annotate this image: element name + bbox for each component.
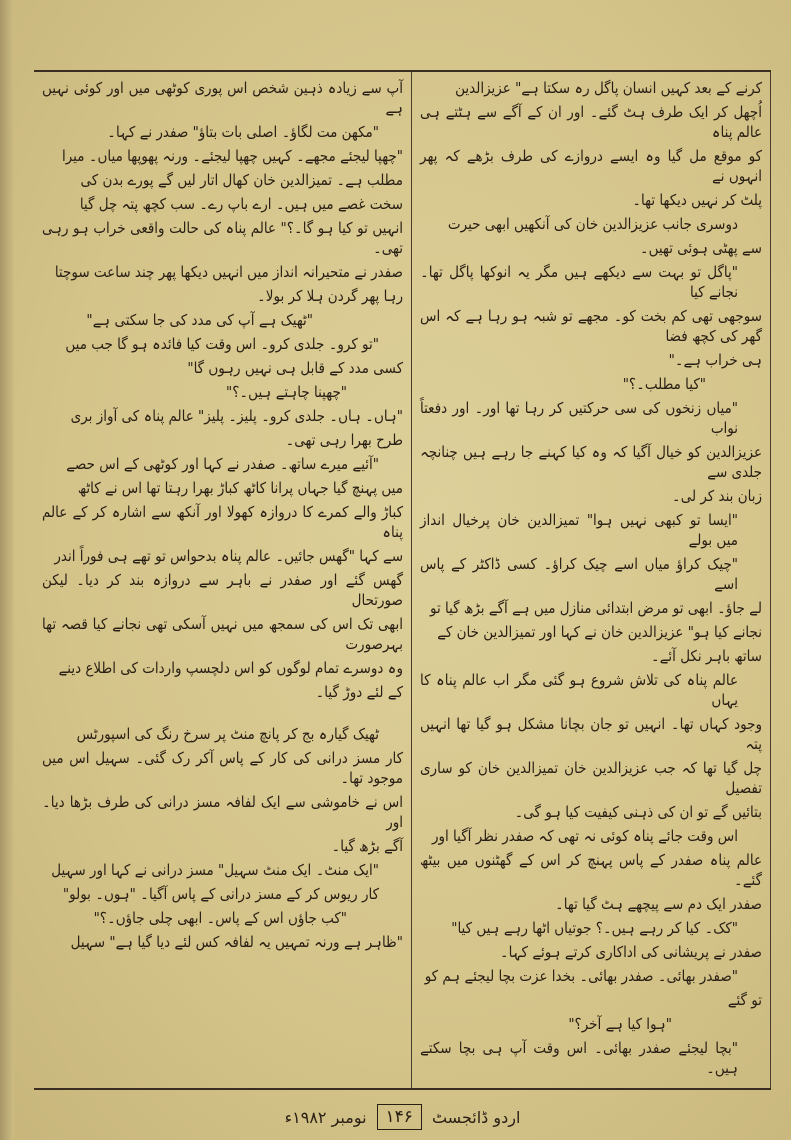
text-line: ٹھیک گیارہ بج کر پانچ منٹ پر سرخ رنگ کی اسپورٹس xyxy=(76,725,379,743)
text-line: سے پھٹی ہوئی تھیں۔ xyxy=(639,239,762,257)
text-line: کے لئے دوڑ گیا۔ xyxy=(315,683,403,701)
text-line: کرنے کے بعد کہیں انسان پاگل رہ سکتا ہے" عزیزالدین xyxy=(455,79,762,97)
text-line: زبان بند کر لی۔ xyxy=(671,487,762,505)
text-line: عزیزالدین کو خیال آگیا کہ وہ کیا کہنے جا رہے ہیں چنانچہ جلدی سے xyxy=(420,443,762,481)
text-line: "میاں زنخوں کی سی حرکتیں کر رہا تھا اور۔ اور دفعتاً نواب xyxy=(420,399,738,437)
text-line: "ایسا تو کبھی نہیں ہوا" تمیزالدین خان پرخیال انداز میں بولے xyxy=(420,511,738,549)
text-line: "تو کرو۔ جلدی کرو۔ اس وقت کیا فائدہ ہو گا جب میں xyxy=(65,335,379,353)
text-line: "ہاں۔ ہاں۔ جلدی کرو۔ پلیز۔ پلیز" عالم پناہ کی آواز بری xyxy=(70,407,403,425)
text-line: آپ سے زیادہ ذہین شخص اس پوری کوٹھی میں اور کوئی نہیں ہے xyxy=(42,79,403,117)
text-frame xyxy=(34,70,771,1090)
text-line: وہ دوسرے تمام لوگوں کو اس دلچسپ واردات کی اطلاع دینے xyxy=(58,659,403,677)
text-line: کار ریوس کر کے مسز درانی کے پاس آگیا۔ "ہوں۔ بولو" xyxy=(62,885,379,903)
magazine-name: اردو ڈائجسٹ xyxy=(431,1107,521,1127)
issue-date: نومبر ۱۹۸۲ء xyxy=(284,1107,367,1127)
text-line: صفدر نے متحیرانہ انداز میں انہیں دیکھا پھر چند ساعت سوچتا xyxy=(54,263,403,281)
text-line: تو گئے xyxy=(727,991,762,1009)
text-line: "پاگل تو بہت سے دیکھے ہیں مگر یہ انوکھا پاگل تھا۔ نجانے کیا xyxy=(420,263,738,301)
text-line: "چیک کراؤ میاں اسے چیک کراؤ۔ کسی ڈاکٹر کے پاس اسے xyxy=(420,555,738,593)
text-line: "صفدر بھائی۔ صفدر بھائی۔ بخدا عزت بچا لیجئے ہم کو xyxy=(424,967,738,985)
text-line: کباڑ والے کمرے کا دروازہ کھولا اور آنکھ سے اشارہ کر کے عالم پناہ xyxy=(42,503,403,541)
text-line: وجود کہاں تھا۔ انہیں تو جان بچانا مشکل ہو گیا تھا انہیں پتہ xyxy=(420,715,762,753)
text-line: اس وقت جائے پناہ کوئی نہ تھی کہ صفدر نظر آگیا اور xyxy=(431,827,738,845)
text-line: نجانے کیا ہو" عزیزالدین خان نے کہا اور تمیزالدین خان کے xyxy=(437,623,762,641)
text-line: ہی خراب ہے۔" xyxy=(668,351,762,369)
left-text-column xyxy=(34,72,411,1088)
text-line: "کب جاؤں اس کے پاس۔ ابھی چلی جاؤں۔؟" xyxy=(93,909,347,927)
text-line: رہا پھر گردن ہلا کر بولا۔ xyxy=(257,287,403,305)
text-line: مطلب ہے۔ تمیزالدین خان کھال اتار لیں گے پورے بدن کی xyxy=(80,171,403,189)
text-line: کو موقع مل گیا وہ ایسے دروازے کی طرف بڑھے کہ پھر انہوں نے xyxy=(420,147,762,185)
right-text-column xyxy=(411,72,771,1088)
text-line: اس نے خاموشی سے ایک لفافہ مسز درانی کی طرف بڑھا دیا۔ اور xyxy=(42,793,403,831)
text-line: آگے بڑھ گیا۔ xyxy=(331,837,403,855)
text-line: "کیا مطلب۔؟" xyxy=(622,375,706,393)
text-line: عالم پناہ کی تلاش شروع ہو گئی مگر اب عالم پناہ کا یہاں xyxy=(420,671,738,709)
text-line: چل گیا تھا کہ جب عزیزالدین خان تمیزالدین خان کو ساری تفصیل xyxy=(420,759,762,797)
text-line: لے جاؤ۔ ابھی تو مرض ابتدائی منازل میں ہے آگے بڑھ گیا تو xyxy=(429,599,762,617)
text-line: بتائیں گے تو ان کی ذہنی کیفیت کیا ہو گی۔ xyxy=(514,803,762,821)
text-line: "ہوا کیا ہے آخر؟" xyxy=(568,1015,672,1033)
page-edge-shadow xyxy=(0,0,14,1140)
text-line: ساتھ باہر نکل آئے۔ xyxy=(650,647,762,665)
text-line: کار مسز درانی کی کار کے پاس آکر رک گئی۔ سہیل اس میں موجود تھا۔ xyxy=(42,749,403,787)
text-line: "ایک منٹ۔ ایک منٹ سہیل" مسز درانی نے کہا اور سہیل xyxy=(51,861,379,879)
text-line: "چھپنا چاہتے ہیں۔؟" xyxy=(226,383,347,401)
text-line: ابھی تک اس کی سمجھ میں نہیں آسکی تھی نجانے کیا قصہ تھا بہرصورت xyxy=(42,615,403,653)
text-line: کسی مدد کے قابل ہی نہیں رہوں گا" xyxy=(187,359,403,377)
text-line: "آئیے میرے ساتھ۔ صفدر نے کہا اور کوٹھی کے اس حصے xyxy=(66,455,379,473)
text-line: طرح بھرا رہی تھی۔ xyxy=(285,431,403,449)
text-line: اُچھل کر ایک طرف ہٹ گئے۔ اور ان کے آگے سے ہٹتے ہی عالم پناہ xyxy=(420,103,762,141)
page-number: ۱۴۶ xyxy=(377,1104,422,1130)
text-line: "چھپا لیجئے مجھے۔ کہیں چھپا لیجئے۔ ورنہ پھوپھا میاں۔ میرا xyxy=(61,147,403,165)
page-footer xyxy=(34,1104,771,1130)
text-line: دوسری جانب عزیزالدین خان کی آنکھیں ابھی حیرت xyxy=(447,215,738,233)
text-line: "بچا لیجئے صفدر بھائی۔ اس وقت آپ ہی بچا سکتے ہیں۔ xyxy=(420,1039,738,1077)
text-line: "ٹھیک ہے آپ کی مدد کی جا سکتی ہے" xyxy=(86,311,313,329)
text-line: گھس گئے اور صفدر نے باہر سے دروازہ بند کر دیا۔ لیکن صورتحال xyxy=(42,571,403,609)
text-line: سوجھی تھی کم بخت کو۔ مجھے تو شبہ ہو رہا ہے کہ اس گھر کی کچھ فضا xyxy=(420,307,762,345)
text-line: "کک۔ کیا کر رہے ہیں۔؟ جوتیاں اٹھا رہے ہیں کیا" xyxy=(451,919,738,937)
section-break xyxy=(42,706,403,724)
text-line: "مکھن مت لگاؤ۔ اصلی بات بتاؤ" صفدر نے کہا۔ xyxy=(107,123,379,141)
text-line: صفدر نے پریشانی کی اداکاری کرتے ہوئے کہا۔ xyxy=(499,943,762,961)
text-line: "ظاہر ہے ورنہ تمہیں یہ لفافہ کس لئے دیا گیا ہے" سہیل xyxy=(70,933,403,951)
text-line: انہیں تو کیا ہو گا۔؟" عالم پناہ کی حالت واقعی خراب ہو رہی تھی۔ xyxy=(42,219,403,257)
text-line: سخت غصے میں ہیں۔ ارے باپ رے۔ سب کچھ پتہ چل گیا xyxy=(79,195,403,213)
text-line: صفدر ایک دم سے پیچھے ہٹ گیا تھا۔ xyxy=(555,895,762,913)
text-line: عالم پناہ صفدر کے پاس پہنچ کر اس کے گھٹنوں میں بیٹھ گئے۔ xyxy=(420,851,762,889)
text-line: میں پہنچ گیا جہاں پرانا کاٹھ کباڑ بھرا رہتا تھا اس نے کاٹھ xyxy=(77,479,403,497)
text-line: سے کہا "گھس جائیں۔ عالم پناہ بدحواس تو تھے ہی فوراً اندر xyxy=(54,547,403,565)
text-line: پلٹ کر نہیں دیکھا تھا۔ xyxy=(632,191,762,209)
